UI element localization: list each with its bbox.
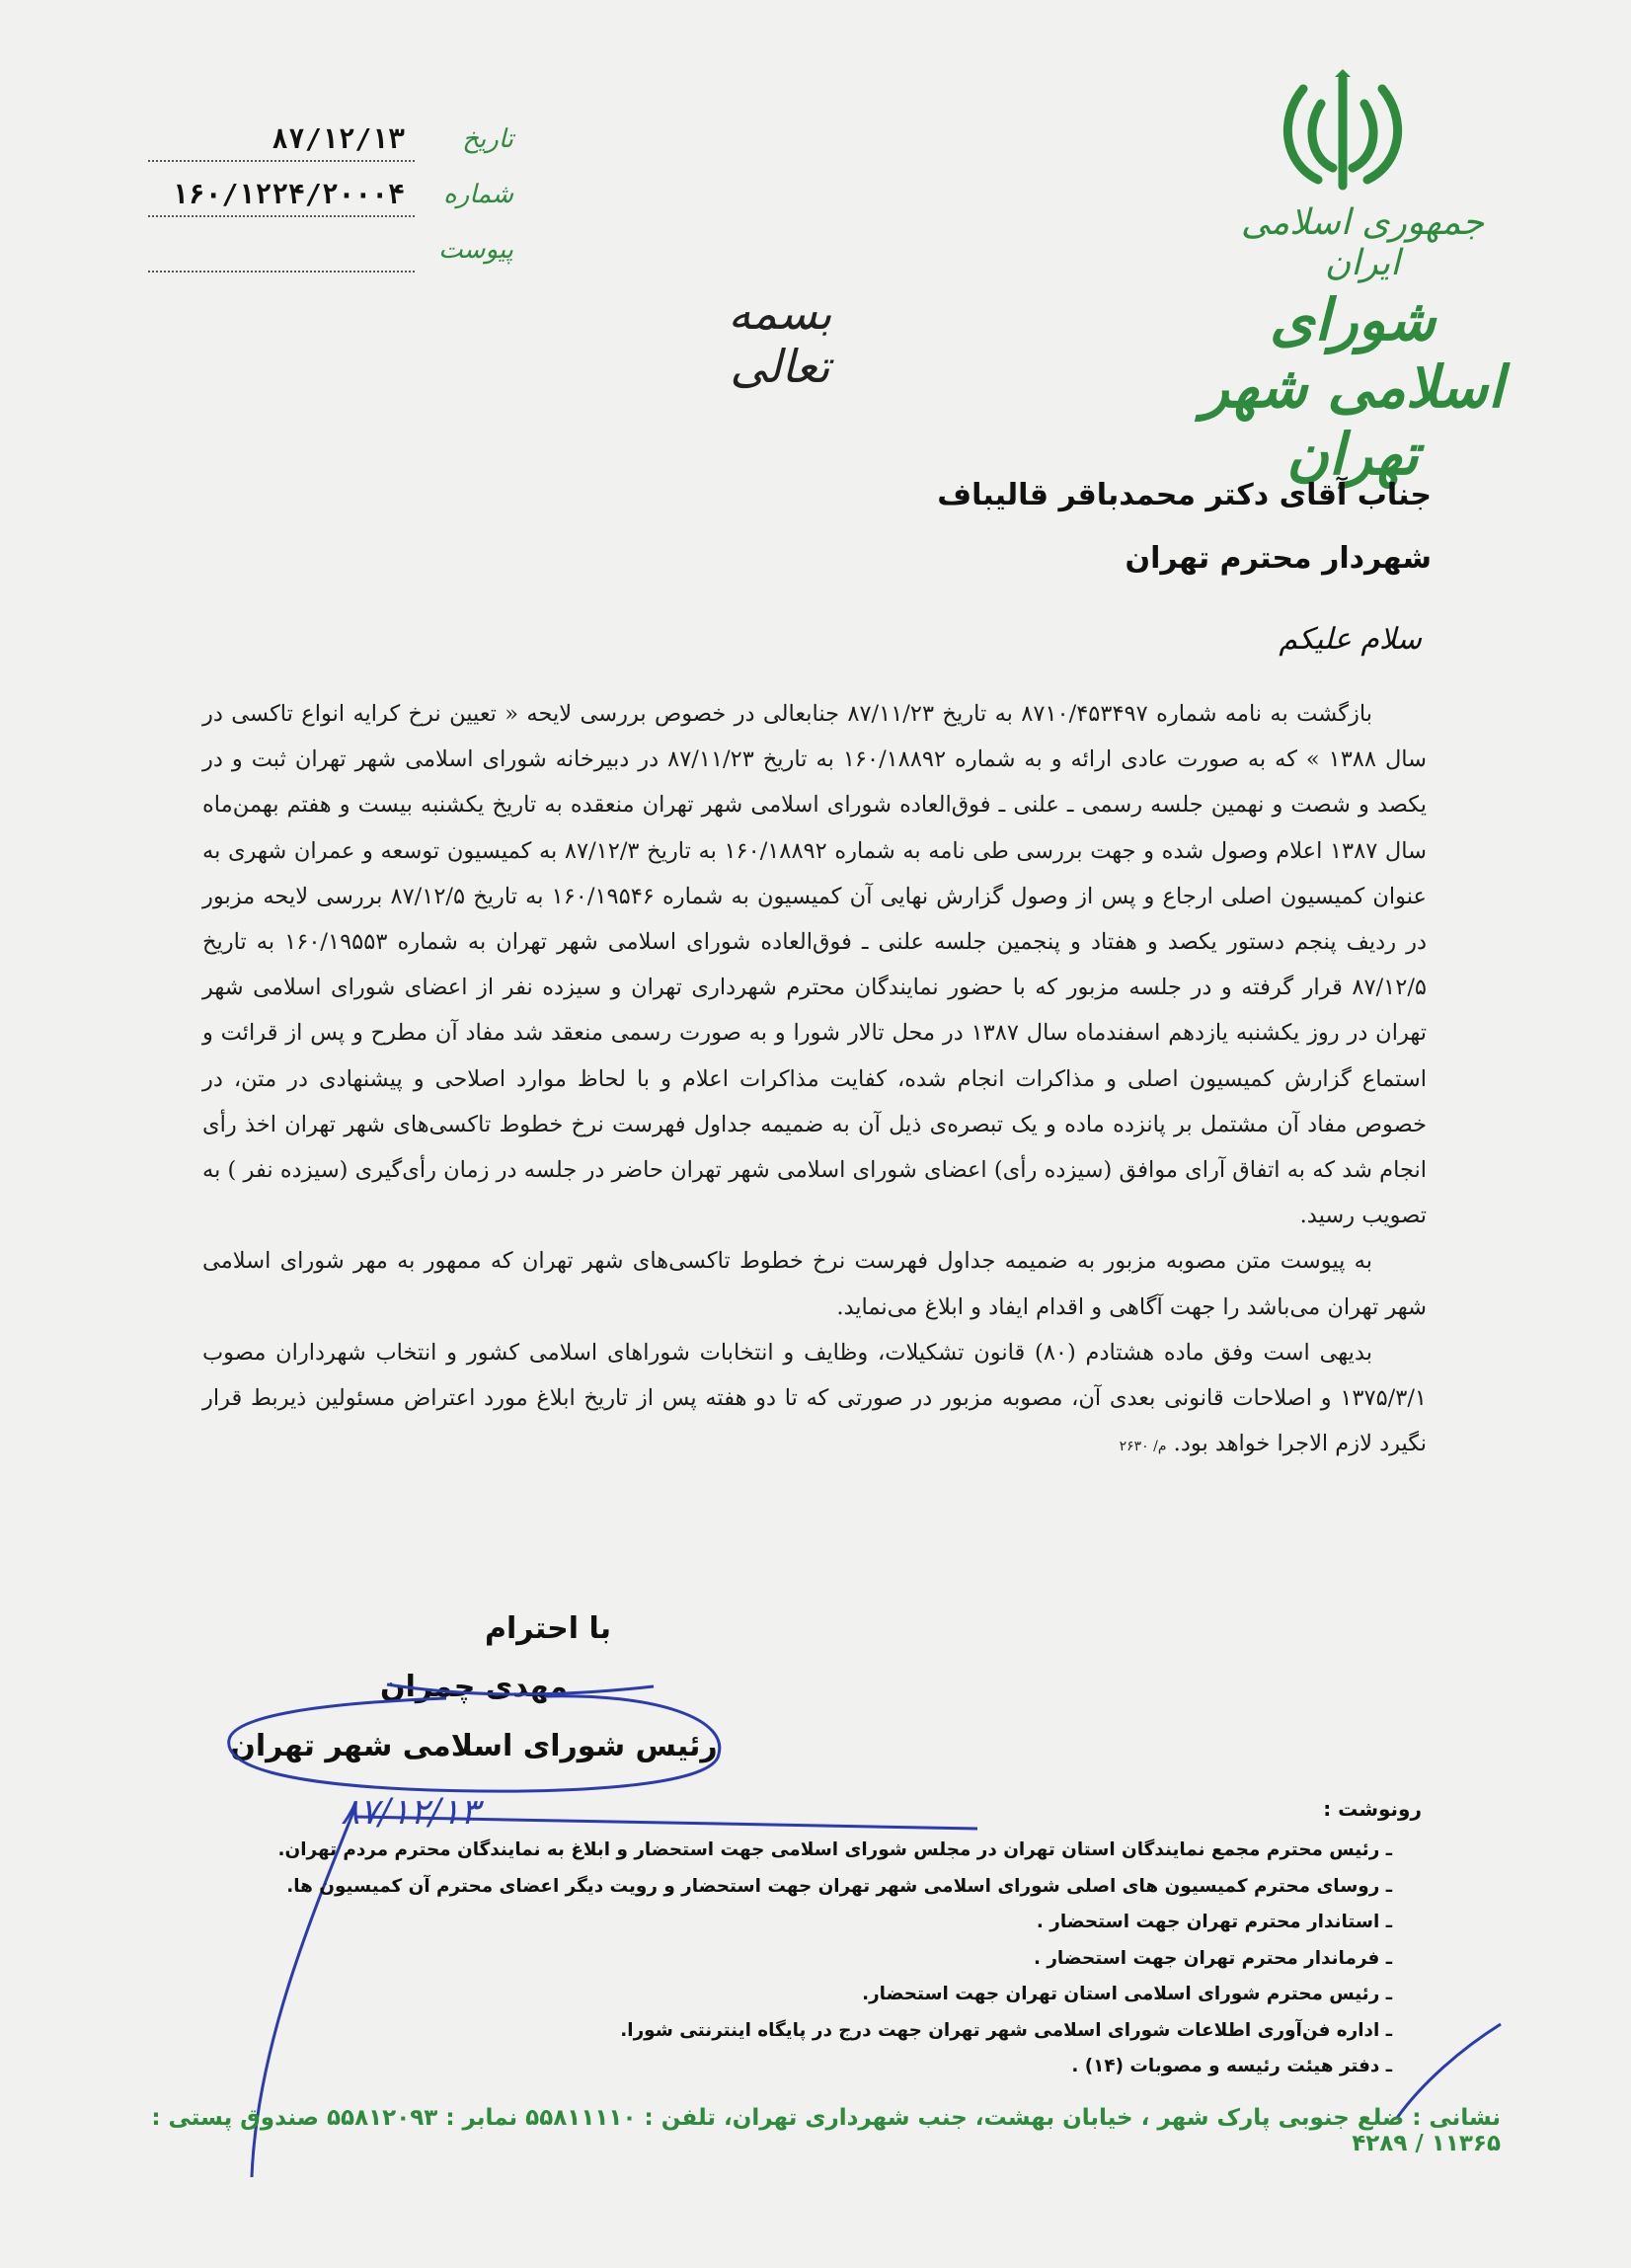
date-dotted-line	[148, 160, 415, 162]
number-row	[138, 174, 513, 229]
handwritten-date: ۸۷/۱۲/۱۳	[341, 1792, 480, 1833]
body-paragraph-2: به پیوست متن مصوبه مزبور به ضمیمه جداول فهرست نرخ خطوط تاکسی‌های شهر تهران که ممهور به مهر شورای اسلامی شهر تهران می‌باشد را جهت آگاهی و اقدام ایفاد و ابلاغ می‌نماید.	[202, 1248, 1427, 1320]
body-paragraph-3	[202, 1330, 1427, 1470]
salutation: سلام علیکم	[1279, 622, 1422, 657]
attachment-dotted-line	[148, 271, 415, 273]
cc-item: ـ رئیس محترم مجمع نمایندگان استان تهران در مجلس شورای اسلامی جهت استحضار و ابلاغ به نمایندگان محترم مردم تهران.	[277, 1839, 1392, 1860]
letter-meta	[138, 118, 513, 284]
attachment-label: پیوست	[438, 235, 513, 265]
iran-emblem-icon	[1274, 69, 1412, 197]
letter-body	[202, 691, 1427, 1469]
date-row	[138, 118, 513, 174]
signatory-title: رئیس شورای اسلامی شهر تهران	[230, 1729, 718, 1763]
signature-closing: با احترام	[484, 1611, 612, 1646]
cc-item: ـ روسای محترم کمیسیون های اصلی شورای اسلامی شهر تهران جهت استحضار و رویت دیگر اعضای محترم آن کمیسیون ها.	[286, 1875, 1392, 1897]
cc-item: ـ دفتر هیئت رئیسه و مصوبات (۱۴) .	[1071, 2056, 1392, 2076]
body-paragraph-1: بازگشت به نامه شماره ۸۷۱۰/۴۵۳۴۹۷ به تاریخ ۸۷/۱۱/۲۳ جنابعالی در خصوص بررسی لایحه « تعیین نرخ کرایه انواع تاکسی در سال ۱۳۸۸ » که به صورت عادی ارائه و به شماره ۱۶۰/۱۸۸۹۲ به تاریخ ۸۷/۱۱/۲۳ در دبیرخانه شورای اسلامی شهر تهران ثبت و در یکصد و شصت و نهمین جلسه رسمی ـ علنی ـ فوق‌العاده شورای اسلامی شهر تهران منعقده به تاریخ یکشنبه بیست و هفتم بهمن‌ماه سال ۱۳۸۷ اعلام وصول شده و جهت بررسی طی نامه به شماره ۱۶۰/۱۸۸۹۲ به تاریخ ۸۷/۱۲/۳ به کمیسیون توسعه و عمران شهری به عنوان کمیسیون اصلی ارجاع و پس از وصول گزارش نهایی آن کمیسیون به شماره ۱۶۰/۱۹۵۴۶ به تاریخ ۸۷/۱۲/۵ بررسی لایحه مزبور در ردیف پنجم دستور یکصد و هفتاد و پنجمین جلسه علنی ـ فوق‌العاده شورای اسلامی شهر تهران به شماره ۱۶۰/۱۹۵۵۳ به تاریخ ۸۷/۱۲/۵ قرار گرفته و در جلسه مزبور که با حضور نمایندگان محترم شهرداری تهران و سیزده نفر از اعضای شورای اسلامی شهر تهران در روز یکشنبه یازدهم اسفندماه سال ۱۳۸۷ در محل تالار شورا و به صورت رسمی منعقد شد مفاد آن مطرح و پس از قرائت و استماع گزارش کمیسیون اصلی و مذاکرات انجام شده، کفایت مذاکرات اعلام و با لحاظ موارد اصلاحی و پیشنهادی در متن، در خصوص مفاد آن مشتمل بر پانزده ماده و یک تبصره‌ی ذیل آن به ضمیمه جداول فهرست نرخ خطوط تاکسی‌های شهر تهران اخذ رأی انجام شد که به اتفاق آرای موافق (سیزده رأی) اعضای شورای اسلامی شهر تهران حاضر در جلسه در زمان رأی‌گیری (سیزده نفر ) به تصویب رسید.	[202, 701, 1427, 1229]
footer-address: نشانی : ضلع جنوبی پارک شهر ، خیابان بهشت، جنب شهرداری تهران، تلفن : ۵۵۸۱۱۱۱۰ نمابر : ۵۵۸۱۲۰۹۳ صندوق پستی : ۱۱۳۶۵ / ۴۲۸۹	[151, 2105, 1501, 2156]
cc-list	[247, 1833, 1392, 2085]
cc-item: ـ فرماندار محترم تهران جهت استحضار .	[1033, 1947, 1392, 1969]
date-label: تاریخ	[462, 124, 513, 154]
number-value: ۱۶۰/۱۲۲۴/۲۰۰۰۴	[171, 178, 405, 210]
invocation-text: بسمه تعالی	[728, 286, 832, 393]
number-dotted-line	[148, 215, 415, 217]
recipient-title: شهردار محترم تهران	[1125, 541, 1432, 576]
recipient-block	[790, 464, 1432, 590]
signatory-name: مهدی چمران	[380, 1670, 568, 1704]
cc-item: ـ اداره فن‌آوری اطلاعات شورای اسلامی شهر تهران جهت درج در پایگاه اینترنتی شورا.	[620, 2019, 1392, 2041]
cc-item: ـ رئیس محترم شورای اسلامی استان تهران جهت استحضار.	[862, 1984, 1392, 2004]
number-label: شماره	[443, 180, 513, 209]
organization-name: شورای اسلامی شهر تهران	[1201, 286, 1505, 488]
date-value: ۸۷/۱۲/۱۳	[272, 122, 405, 155]
signature-loop-stroke	[219, 1679, 733, 1797]
cc-label: رونوشت :	[1323, 1797, 1422, 1821]
cc-item: ـ استاندار محترم تهران جهت استحضار .	[1036, 1912, 1392, 1932]
recipient-name: جناب آقای دکتر محمدباقر قالیباف	[937, 478, 1432, 512]
body-paragraph-3-note: م/ ۲۶۳۰	[1119, 1439, 1167, 1455]
attachment-row	[138, 229, 513, 284]
body-paragraph-3-text: بدیهی است وفق ماده هشتادم (۸۰) قانون تشکیلات، وظایف و انتخابات شوراهای اسلامی کشور و انتخاب شهرداران مصوب ۱۳۷۵/۳/۱ و اصلاحات قانونی بعدی آن، مصوبه مزبور در صورتی که تا دو هفته پس از تاریخ ابلاغ مورد اعتراض مسئولین ذیربط قرار نگیرد لازم الاجرا خواهد بود.	[202, 1339, 1427, 1457]
country-name: جمهوری اسلامی ایران	[1240, 202, 1485, 283]
